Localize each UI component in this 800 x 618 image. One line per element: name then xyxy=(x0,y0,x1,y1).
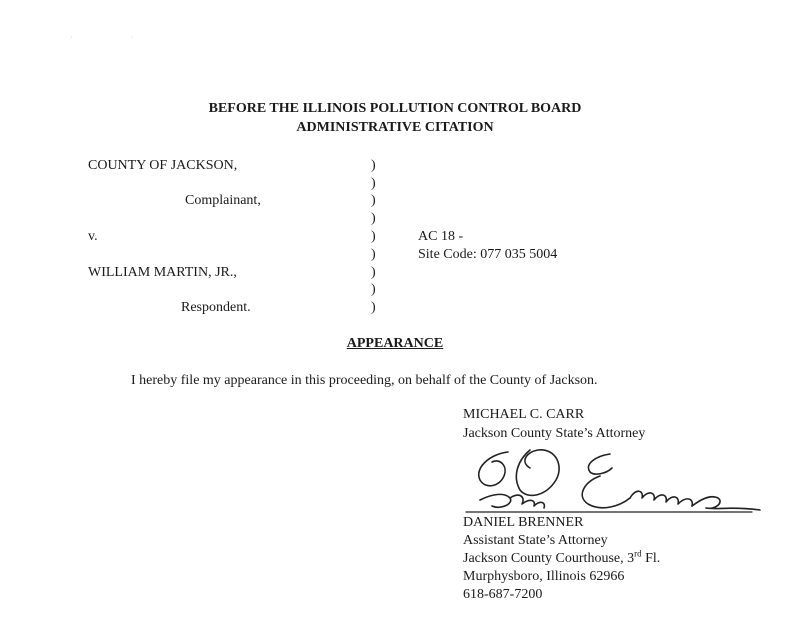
caption-paren: ) xyxy=(371,229,376,244)
appearance-statement: I hereby file my appearance in this proceeding, on behalf of the County of Jackson. xyxy=(131,373,598,388)
caption-paren: ) xyxy=(371,176,376,191)
signature-stroke xyxy=(510,495,544,508)
signature-stroke xyxy=(479,452,508,486)
address-floor: Fl. xyxy=(641,551,661,566)
citation-heading: ADMINISTRATIVE CITATION xyxy=(296,120,494,135)
attorney-title: Jackson County State’s Attorney xyxy=(463,426,646,441)
signer-city: Murphysboro, Illinois 62966 xyxy=(463,569,625,584)
caption-paren: ) xyxy=(371,211,376,226)
respondent-role: Respondent. xyxy=(181,300,251,315)
board-heading: BEFORE THE ILLINOIS POLLUTION CONTROL BOARD xyxy=(208,101,582,116)
caption-paren: ) xyxy=(371,282,376,297)
caption-paren: ) xyxy=(371,158,376,173)
site-code: Site Code: 077 035 5004 xyxy=(418,247,558,262)
address-ordinal: rd xyxy=(634,548,642,559)
document-title: APPEARANCE xyxy=(346,336,444,351)
caption-paren: ) xyxy=(371,265,376,280)
signer-title: Assistant State’s Attorney xyxy=(463,533,608,548)
signature-stroke xyxy=(692,497,760,510)
address-text: Jackson County Courthouse, 3 xyxy=(463,551,635,566)
caption-paren: ) xyxy=(371,300,376,315)
attorney-name: MICHAEL C. CARR xyxy=(463,407,585,422)
signer-address xyxy=(463,548,661,567)
scan-specks: · · xyxy=(70,33,162,42)
signer-name: DANIEL BRENNER xyxy=(463,515,584,530)
signature-stroke xyxy=(480,494,511,507)
signer-phone: 618-687-7200 xyxy=(463,587,543,602)
complainant-role: Complainant, xyxy=(185,193,261,208)
signature xyxy=(460,440,780,520)
caption-paren: ) xyxy=(371,193,376,208)
caption-paren: ) xyxy=(371,247,376,262)
signature-stroke xyxy=(630,491,692,506)
case-number: AC 18 - xyxy=(418,229,464,244)
signature-stroke xyxy=(582,454,630,508)
respondent-name: WILLIAM MARTIN, JR., xyxy=(88,265,237,280)
signature-stroke xyxy=(516,450,559,496)
versus-label: v. xyxy=(88,229,98,244)
complainant-name: COUNTY OF JACKSON, xyxy=(88,158,238,173)
